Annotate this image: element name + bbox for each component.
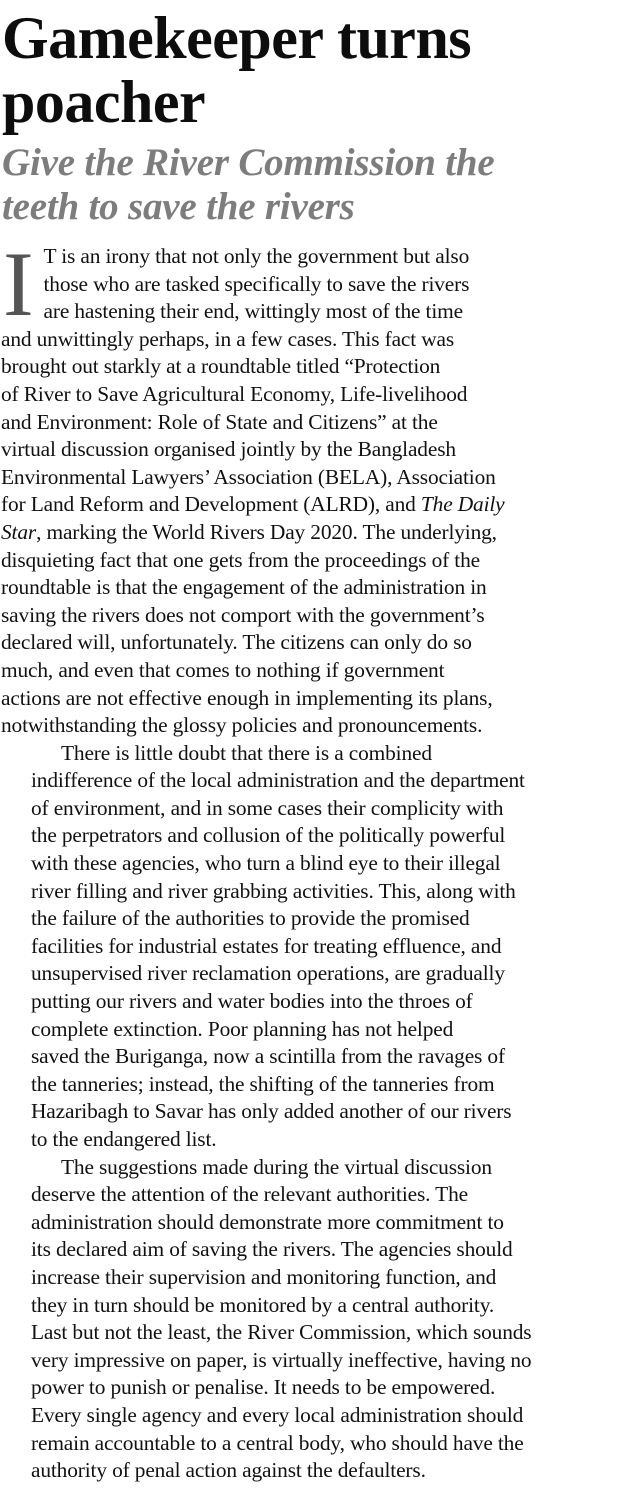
newspaper-name: Star bbox=[1, 519, 37, 544]
headline-line: Gamekeeper turns bbox=[2, 5, 472, 71]
body-line: the perpetrators and collusion of the politically powerful bbox=[31, 823, 506, 848]
body-line: saving the rivers does not comport with the government’s bbox=[1, 602, 485, 627]
body-line: putting our rivers and water bodies into the throes of bbox=[31, 989, 473, 1014]
body-line: to the endangered list. bbox=[31, 1127, 217, 1151]
body-line: and unwittingly perhaps, in a few cases. This fact was bbox=[1, 326, 455, 351]
body-line: unsupervised river reclamation operations, are gradually bbox=[31, 961, 505, 986]
paragraph-3 bbox=[1, 1154, 629, 1485]
body-line: power to punish or penalise. It needs to be empowered. bbox=[31, 1375, 496, 1400]
body-line: Environmental Lawyers’ Association (BELA), Association bbox=[1, 464, 496, 489]
body-line: declared will, unfortunately. The citizens can only do so bbox=[1, 630, 472, 655]
body-line: indifference of the local administration and the department bbox=[31, 768, 525, 793]
body-line: virtual discussion organised jointly by the Bangladesh bbox=[1, 437, 456, 462]
body-line: saved the Buriganga, now a scintilla from the ravages of bbox=[31, 1044, 505, 1069]
headline bbox=[0, 0, 629, 134]
body-line bbox=[1, 491, 629, 519]
body-line: with these agencies, who turn a blind eye to their illegal bbox=[31, 851, 501, 876]
body-line: The suggestions made during the virtual discussion bbox=[61, 1154, 492, 1179]
subheadline bbox=[0, 134, 629, 229]
body-line: of environment, and in some cases their complicity with bbox=[31, 795, 504, 820]
body-line: they in turn should be monitored by a central authority. bbox=[31, 1292, 495, 1317]
body-line: deserve the attention of the relevant authorities. The bbox=[31, 1182, 468, 1207]
body-line: actions are not effective enough in implementing its plans, bbox=[1, 685, 493, 710]
headline-line: poacher bbox=[2, 69, 206, 135]
body-line: T is an irony that not only the government but also bbox=[43, 244, 470, 268]
body-text-run: for Land Reform and Development (ALRD), and bbox=[1, 492, 421, 517]
body-line: of River to Save Agricultural Economy, Life-livelihood bbox=[1, 381, 468, 406]
body-line: complete extinction. Poor planning has not helped bbox=[31, 1016, 454, 1041]
body-line: notwithstanding the glossy policies and pronouncements. bbox=[1, 713, 483, 738]
body-text-run: , marking the World Rivers Day 2020. The underlying, bbox=[36, 519, 497, 544]
paragraph-2 bbox=[1, 740, 629, 1154]
body-line: Every single agency and every local administration should bbox=[31, 1402, 524, 1427]
body-line: very impressive on paper, is virtually ineffective, having no bbox=[31, 1347, 532, 1372]
article-body bbox=[0, 229, 629, 1485]
body-line: authority of penal action against the defaulters. bbox=[31, 1458, 426, 1483]
drop-cap: I bbox=[3, 233, 34, 335]
body-line: Last but not the least, the River Commission, which sounds bbox=[31, 1320, 532, 1345]
body-line: river filling and river grabbing activities. This, along with bbox=[31, 878, 516, 903]
body-line: brought out starkly at a roundtable titled “Protection bbox=[1, 354, 441, 379]
body-line: facilities for industrial estates for treating effluence, and bbox=[31, 933, 502, 958]
body-line: roundtable is that the engagement of the administration in bbox=[1, 575, 487, 600]
body-line: much, and even that comes to nothing if government bbox=[1, 657, 445, 682]
body-line: administration should demonstrate more commitment to bbox=[31, 1209, 504, 1234]
body-line: disquieting fact that one gets from the proceedings of the bbox=[1, 547, 480, 572]
subheadline-line: teeth to save the rivers bbox=[2, 185, 355, 228]
body-line: There is little doubt that there is a combined bbox=[61, 740, 432, 765]
body-line: remain accountable to a central body, who should have the bbox=[31, 1430, 524, 1455]
body-line: and Environment: Role of State and Citizens” at the bbox=[1, 409, 438, 434]
newspaper-name: The Daily bbox=[420, 492, 505, 517]
paragraph-1 bbox=[1, 233, 629, 740]
body-line: the tanneries; instead, the shifting of the tanneries from bbox=[31, 1071, 495, 1096]
body-line: the failure of the authorities to provide the promised bbox=[31, 906, 470, 931]
body-line: those who are tasked specifically to save the rivers bbox=[43, 271, 470, 296]
subheadline-line: Give the River Commission the bbox=[2, 141, 495, 184]
body-line: are hastening their end, wittingly most of the time bbox=[43, 299, 463, 324]
body-line: its declared aim of saving the rivers. The agencies should bbox=[31, 1237, 513, 1262]
body-line bbox=[1, 519, 629, 547]
body-line: Hazaribagh to Savar has only added another of our rivers bbox=[31, 1099, 512, 1124]
body-line: increase their supervision and monitoring function, and bbox=[31, 1264, 497, 1289]
